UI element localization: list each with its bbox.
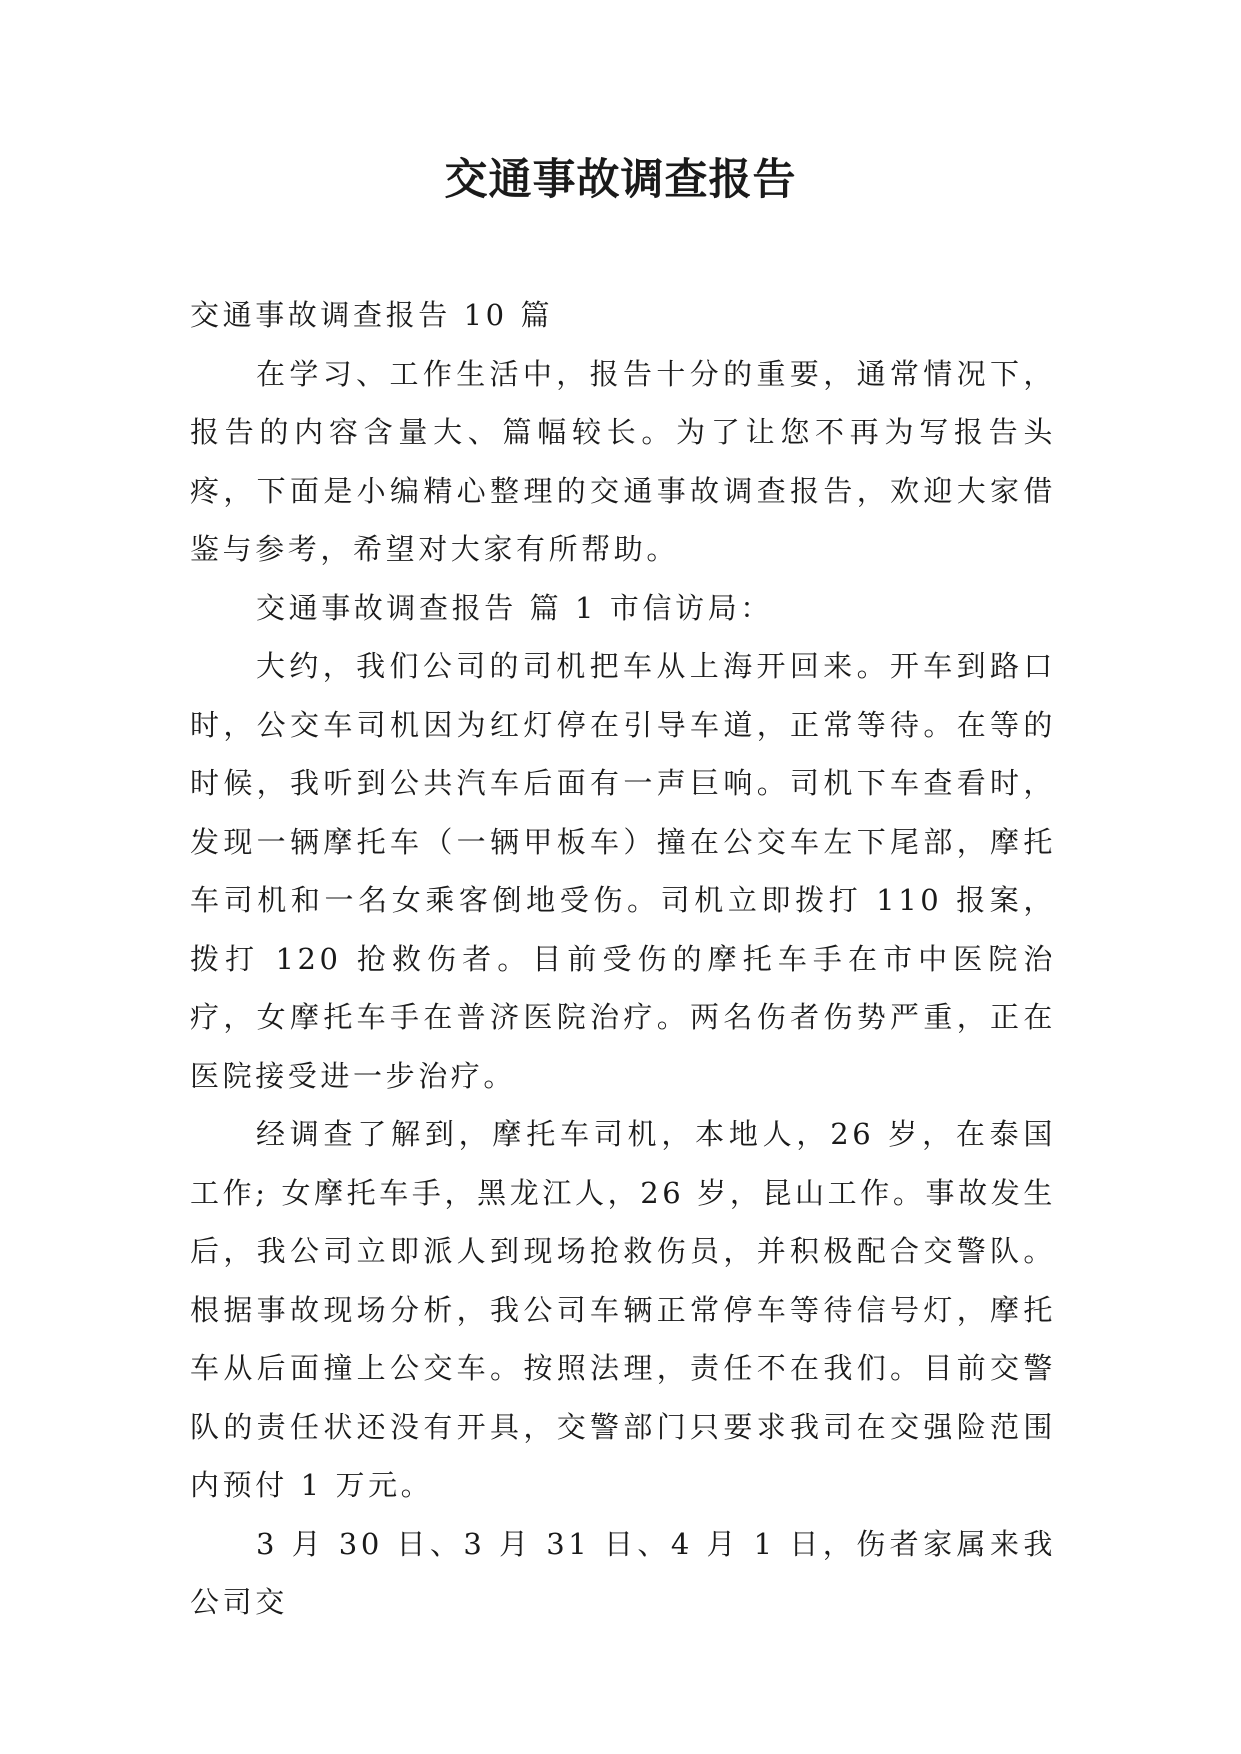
document-title: 交通事故调查报告 bbox=[444, 155, 797, 205]
paragraph-dates: 3 月 30 日、3 月 31 日、4 月 1 日，伤者家属来我公司交 bbox=[190, 1526, 1056, 1619]
paragraph-investigation: 经调查了解到，摩托车司机，本地人，26 岁，在泰国工作; 女摩托车手，黑龙江人，26 岁，昆山工作。事故发生后，我公司立即派人到现场抢救伤员，并积极配合交警队。根据事故现场分析，我公司车辆正常停车等待信号灯，摩托车从后面撞上公交车。按照法理，责任不在我们。目前交警队的责任状还没有开具，交警部门只要求我司在交强险范围内预付 1 万元。 bbox=[190, 1117, 1056, 1502]
document-body bbox=[190, 286, 1056, 1632]
paragraph-incident: 大约，我们公司的司机把车从上海开回来。开车到路口时，公交车司机因为红灯停在引导车道，正常等待。在等的时候，我听到公共汽车后面有一声巨响。司机下车查看时，发现一辆摩托车（一辆甲板车）撞在公交车左下尾部，摩托车司机和一名女乘客倒地受伤。司机立即拨打 110 报案，拨打 120 抢救伤者。目前受伤的摩托车手在市中医院治疗，女摩托车手在普济医院治疗。两名伤者伤势严重，正在医院接受进一步治疗。 bbox=[190, 649, 1056, 1093]
paragraph-intro: 在学习、工作生活中，报告十分的重要，通常情况下，报告的内容含量大、篇幅较长。为了让您不再为写报告头疼，下面是小编精心整理的交通事故调查报告，欢迎大家借鉴与参考，希望对大家有所帮助。 bbox=[190, 356, 1056, 566]
paragraph-section-heading: 交通事故调查报告 篇 1 市信访局： bbox=[256, 590, 773, 625]
paragraph-subtitle: 交通事故调查报告 10 篇 bbox=[190, 298, 554, 332]
